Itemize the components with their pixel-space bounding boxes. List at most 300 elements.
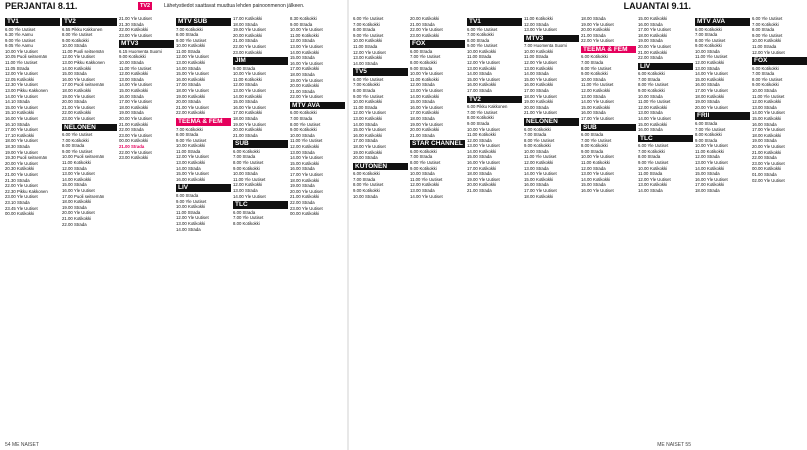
program-entry: 9.00 Yle Uutiset (353, 32, 384, 38)
program-entry: 8.00 Kotikokki (467, 115, 494, 121)
program-entry: 18.00 Kotikokki (62, 88, 92, 94)
program-entry: 11.00 Kotikokki (62, 160, 91, 166)
program-entry: 7.00 Yle Uutiset (581, 137, 612, 143)
program-entry: 22.00 Yle Uutiset (119, 149, 152, 155)
program-entry: 20.00 Kotikokki (581, 27, 611, 33)
program-entry: 9.00 Kotikokki (581, 71, 608, 77)
listing-column (638, 16, 693, 436)
program-entry: 10.00 Strada (353, 193, 378, 199)
program-entry: 19.00 Strada (695, 99, 720, 105)
program-entry: 7.00 Strada (695, 32, 718, 38)
program-entry: 20.00 Yle Uutiset (5, 160, 38, 166)
program-entry: 17.00 Yle Uutiset (695, 88, 728, 94)
program-entry: 14.00 Yle Uutiset (581, 99, 614, 105)
program-entry: 7.00 Strada (524, 132, 547, 138)
program-entry: 8.30 Kotikokki (290, 16, 317, 21)
program-entry: 10.00 Strada (290, 132, 315, 138)
listing-column (119, 16, 174, 436)
channel-heading: MTV3 (119, 40, 174, 48)
program-entry: 11.00 Strada (752, 43, 777, 49)
program-entry: 14.00 Kotikokki (62, 65, 92, 71)
program-entry: 22.00 Yle Uutiset (233, 43, 266, 49)
program-entry: 14.00 Strada (353, 60, 378, 66)
program-entry: 18.00 Yle Uutiset (524, 93, 557, 99)
program-entry: 14.00 Yle Uutiset (5, 93, 38, 99)
program-entry: 13.00 Kotikokki (638, 182, 668, 188)
program-entry: 13.00 Yle Uutiset (467, 143, 500, 149)
program-entry: 16.00 Kotikokki (176, 76, 206, 82)
program-entry: 11.00 Strada (353, 104, 378, 110)
program-entry: 8.00 Strada (62, 143, 85, 149)
program-entry: 9.00 Strada (467, 120, 490, 126)
program-entry: 16.00 Yle Uutiset (62, 76, 95, 82)
program-entry: 20.00 Kotikokki (467, 182, 497, 188)
program-entry: 12.00 Yle Uutiset (62, 54, 95, 60)
program-entry: 8.00 Yle Uutiset (233, 160, 264, 166)
program-entry: 12.00 Yle Uutiset (638, 176, 671, 182)
program-entry: 12.00 Strada (467, 137, 492, 143)
program-entry: 6.00 Yle Uutiset (752, 16, 783, 21)
program-entry: 10.00 Strada (524, 148, 549, 154)
program-entry: 18.00 Strada (290, 71, 315, 77)
program-entry: 6.30 Yle Aamu (5, 32, 33, 38)
program-entry: 20.00 Strada (524, 104, 549, 110)
program-entry: 18.00 Strada (233, 116, 258, 121)
program-entry: 17.00 Strada (176, 82, 201, 88)
program-entry: 20.00 Kotikokki (233, 127, 263, 133)
program-entry: 10.00 Strada (119, 60, 144, 66)
program-entry: 11.00 Yle Uutiset (290, 138, 323, 144)
program-entry: 21.00 Strada (410, 21, 435, 27)
program-entry: 12.00 Yle Uutiset (353, 110, 386, 116)
program-entry: 18.00 Kotikokki (638, 32, 668, 38)
program-entry: 11.00 Strada (524, 54, 549, 60)
program-entry: 16.00 Strada (695, 82, 720, 88)
program-entry: 17.00 Kotikokki (233, 110, 263, 116)
program-entry: 8.00 Strada (752, 27, 775, 33)
program-entry: 16.00 Kotikokki (524, 82, 554, 88)
program-entry: 9.00 Kotikokki (410, 165, 437, 171)
program-entry: 6.55 Pikku Kakkonen (62, 26, 103, 32)
program-entry: 13.00 Yle Uutiset (233, 88, 266, 94)
program-entry: 17.00 Kotikokki (695, 182, 725, 188)
program-entry: 13.00 Pikku Kakkonen (5, 88, 48, 94)
program-entry: 23.00 Kotikokki (410, 32, 440, 38)
program-entry: 14.00 Kotikokki (581, 176, 611, 182)
program-entry: 8.00 Yle Uutiset (695, 37, 726, 43)
channel-heading: MTV AVA (290, 102, 345, 110)
channel-heading: FOX (410, 40, 465, 48)
program-entry: 19.00 Yle Uutiset (467, 176, 500, 182)
program-entry: 18.00 Kotikokki (695, 93, 725, 99)
program-entry: 11.00 Kotikokki (467, 132, 496, 138)
program-entry: 20.00 Kotikokki (233, 32, 263, 38)
program-entry: 8.00 Strada (638, 154, 661, 160)
program-entry: 13.00 Yle Uutiset (410, 88, 443, 94)
program-entry: 7.00 Kotikokki (62, 137, 89, 143)
program-entry: 12.00 Yle Uutiset (752, 49, 785, 55)
program-entry: 10.00 Strada (233, 171, 258, 177)
program-entry: 12.00 Kotikokki (638, 104, 668, 110)
program-entry: 21.30 Strada (119, 21, 144, 27)
program-entry: 12.00 Strada (62, 165, 87, 171)
program-entry: 19.00 Yle Uutiset (410, 121, 443, 127)
program-entry: 10.00 Kotikokki (524, 48, 554, 54)
program-entry: 22.30 Pikku Kakkonen (5, 188, 48, 194)
program-entry: 22.00 Yle Uutiset (290, 94, 323, 100)
program-entry: 7.00 Strada (581, 60, 604, 66)
program-entry: 11.05 Strada (5, 65, 30, 71)
program-entry: 12.00 Yle Uutiset (353, 49, 386, 55)
program-entry: 14.00 Kotikokki (467, 148, 497, 154)
program-entry: 20.00 Kotikokki (290, 83, 320, 89)
program-entry: 11.00 Strada (176, 48, 201, 54)
program-entry: 12.00 Kotikokki (233, 182, 263, 188)
program-entry: 9.00 Kotikokki (119, 54, 146, 60)
header-note: Lähetystiedot saattavat muuttua lehden painoonmenon jälkeen. (164, 3, 305, 9)
program-entry: 11.00 Strada (467, 54, 492, 60)
right-page-footer: ME NAISET 55 (657, 442, 691, 448)
program-entry: 18.00 Strada (233, 21, 258, 27)
program-entry: 11.00 Yle Uutiset (581, 82, 614, 88)
program-entry: 23.00 Yle Uutiset (5, 194, 38, 200)
program-entry: 6.00 Yle Uutiset (353, 76, 384, 82)
program-entry: 9.00 Kotikokki (638, 88, 665, 94)
program-entry: 19.00 Yle Uutiset (581, 21, 614, 27)
program-entry: 6.00 Yle Uutiset (467, 26, 498, 32)
program-entry: 19.00 Strada (638, 38, 663, 44)
program-entry: 9.00 Yle Uutiset (62, 148, 93, 154)
program-entry: 19.00 Kotikokki (524, 99, 554, 105)
program-entry: 10.00 Strada (752, 88, 777, 94)
program-entry: 14.00 Yle Uutiset (233, 193, 266, 199)
program-entry: 9.00 Strada (410, 65, 433, 71)
program-entry: 9.00 Strada (581, 148, 604, 154)
program-entry: 22.00 Kotikokki (62, 110, 92, 116)
channel-heading: TEEMA & FEM (581, 46, 636, 54)
program-entry: 10.00 Strada (62, 43, 87, 49)
program-entry: 22.00 Yle Uutiset (5, 183, 38, 189)
program-entry: 14.00 Yle Uutiset (524, 171, 557, 177)
program-entry: 8.00 Yle Uutiset (752, 76, 783, 82)
program-entry: 23.00 Kotikokki (233, 49, 263, 55)
program-entry: 11.00 Yle Uutiset (410, 176, 443, 182)
program-entry: 13.00 Kotikokki (353, 116, 383, 121)
program-entry: 21.00 Kotikokki (119, 121, 149, 127)
program-entry: 11.00 Yle Uutiset (752, 93, 785, 99)
program-entry: 11.00 Kotikokki (410, 76, 439, 82)
program-entry: 18.00 Yle Uutiset (353, 143, 386, 149)
program-entry: 20.00 Yle Uutiset (62, 210, 95, 216)
program-entry: 17.00 Kotikokki (410, 110, 440, 116)
channel-heading: TV2 (467, 96, 522, 104)
program-entry: 22.00 Strada (119, 127, 144, 133)
program-entry: 21.00 Yle Uutiset (62, 104, 95, 110)
program-entry: 14.00 Kotikokki (233, 93, 263, 99)
program-entry: 20.30 Kotikokki (5, 166, 35, 172)
program-entry: 7.00 Yle Uutiset (233, 215, 264, 221)
channel-heading: MTV AVA (695, 18, 750, 26)
listing-column (290, 16, 345, 436)
program-entry: 16.00 Kotikokki (353, 132, 383, 138)
program-entry: 16.00 Yle Uutiset (290, 60, 323, 66)
program-entry: 16.00 Yle Uutiset (233, 104, 266, 110)
program-entry: 9.00 Strada (233, 65, 256, 71)
program-entry: 11.00 Yle Uutiset (695, 54, 728, 60)
program-entry: 11.00 Yle Uutiset (638, 99, 671, 105)
program-entry: 6.00 Kotikokki (410, 148, 437, 154)
program-entry: 18.00 Kotikokki (752, 132, 782, 138)
program-entry: 13.00 Strada (695, 65, 720, 71)
program-entry: 22.00 Strada (638, 55, 663, 61)
program-entry: 13.00 Kotikokki (353, 55, 383, 61)
program-entry: 14.00 Strada (353, 121, 378, 127)
program-entry: 7.00 Strada (752, 71, 775, 77)
program-entry: 10.00 Strada (638, 93, 663, 99)
program-entry: 21.00 Strada (233, 38, 258, 44)
program-entry: 15.00 Kotikokki (638, 121, 668, 127)
program-entry: 12.30 Yle Uutiset (5, 82, 38, 88)
program-entry: 00.00 Kotikokki (752, 166, 782, 172)
channel-heading: TLC (233, 201, 288, 209)
program-entry: 15.00 Yle Uutiset (353, 127, 386, 133)
program-entry: 15.00 Kotikokki (638, 16, 668, 21)
program-entry: 6.00 Yle Uutiset (638, 143, 669, 149)
program-entry: 15.00 Kotikokki (695, 76, 725, 82)
program-entry: 14.00 Strada (176, 165, 201, 171)
program-entry: 15.00 Yle Uutiset (467, 76, 500, 82)
program-entry: 15.00 Strada (410, 99, 435, 105)
program-entry: 9.00 Kotikokki (695, 43, 722, 49)
program-entry: 8.00 Yle Uutiset (524, 137, 555, 143)
page-gutter (347, 0, 349, 450)
program-entry: 10.00 Kotikokki (638, 165, 668, 171)
program-entry: 16.00 Yle Uutiset (5, 116, 38, 121)
program-entry: 18.00 Strada (410, 116, 435, 121)
program-entry: 23.00 Yle Uutiset (290, 205, 323, 211)
program-entry: 13.00 Strada (410, 188, 435, 194)
listing-column (233, 16, 288, 436)
program-entry: 18.30 Strada (5, 143, 30, 149)
program-entry: 13.00 Strada (233, 188, 258, 194)
program-entry: 17.00 Puoli seitsemän (62, 82, 105, 88)
listing-column (410, 16, 465, 436)
program-entry: 17.00 Yle Uutiset (5, 127, 38, 133)
program-entry: 10.00 Yle Uutiset (233, 71, 266, 77)
program-entry: 12.00 Strada (581, 165, 606, 171)
program-entry: 9.00 Kotikokki (62, 37, 89, 43)
program-entry: 22.00 Strada (290, 199, 315, 205)
program-entry: 11.00 Kotikokki (524, 16, 553, 21)
program-entry: 12.00 Strada (524, 21, 549, 27)
program-entry: 14.00 Kotikokki (62, 176, 92, 182)
program-entry: 15.00 Strada (290, 55, 315, 61)
program-entry: 17.00 Strada (524, 88, 549, 94)
channel-heading: FOX (752, 57, 807, 65)
program-entry: 6.00 Kotikokki (524, 126, 551, 132)
program-entry: 16.00 Yle Uutiset (410, 104, 443, 110)
listing-column (752, 16, 807, 436)
program-entry: 11.00 Puoli seitsemän (62, 48, 104, 54)
program-entry: 17.00 Yle Uutiset (752, 127, 785, 133)
right-page-date: LAUANTAI 9.11. (623, 1, 691, 11)
listing-column (467, 16, 522, 436)
channel-heading: TV5 (353, 68, 408, 76)
program-entry: 8.00 Strada (467, 37, 490, 43)
program-entry: 15.00 Yle Uutiset (176, 171, 209, 177)
program-entry: 16.00 Kotikokki (176, 176, 206, 182)
program-entry: 19.00 Strada (119, 110, 144, 116)
program-entry: 23.10 Strada (5, 199, 30, 205)
program-entry: 18.00 Yle Uutiset (5, 138, 38, 144)
program-entry: 11.00 Strada (176, 209, 201, 215)
program-entry: 15.00 Kotikokki (581, 104, 611, 110)
program-entry: 12.00 Strada (290, 38, 315, 44)
program-entry: 15.00 Strada (467, 154, 492, 160)
program-entry: 8.00 Yle Uutiset (62, 32, 93, 38)
program-entry: 16.00 Strada (752, 121, 777, 127)
program-entry: 12.00 Strada (695, 154, 720, 160)
program-entry: 17.00 Puoli seitsemän (62, 193, 105, 199)
listing-column (581, 16, 636, 436)
program-entry: 16.00 Strada (524, 182, 549, 188)
program-entry: 16.00 Strada (290, 166, 315, 172)
program-entry: 6.00 Kotikokki (581, 54, 608, 60)
program-entry: 14.00 Yle Uutiset (119, 82, 152, 88)
program-entry: 19.00 Yle Uutiset (290, 77, 323, 83)
channel-heading: TLC (638, 135, 693, 143)
program-entry: 6.00 Kotikokki (233, 148, 260, 154)
program-entry: 14.00 Strada (176, 65, 201, 71)
program-entry: 14.00 Strada (176, 226, 201, 232)
program-entry: 6.00 Yle Uutiset (62, 132, 93, 138)
channel-heading: STAR CHANNEL (410, 140, 465, 148)
program-entry: 7.00 Strada (638, 76, 661, 82)
program-entry: 8.00 Strada (176, 32, 199, 38)
program-entry: 11.00 Kotikokki (233, 76, 262, 82)
channel-heading: KUTONEN (353, 163, 408, 171)
program-entry: 22.00 Strada (752, 155, 777, 161)
channel-heading: FRII (695, 112, 750, 120)
program-entry: 15.00 Kotikokki (524, 176, 554, 182)
program-entry: 18.00 Kotikokki (62, 199, 92, 205)
program-entry: 10.00 Yle Uutiset (467, 126, 500, 132)
program-entry: 14.10 Strada (5, 99, 30, 105)
program-entry: 6.00 Kotikokki (353, 171, 380, 177)
program-entry: 14.00 Yle Uutiset (410, 193, 443, 199)
program-entry: 6.00 Kotikokki (695, 26, 722, 32)
program-entry: 20.00 Yle Uutiset (119, 116, 152, 121)
program-entry: 16.00 Yle Uutiset (62, 188, 95, 194)
program-entry: 19.00 Yle Uutiset (5, 149, 38, 155)
program-entry: 14.00 Yle Uutiset (638, 116, 671, 121)
program-entry: 6.00 Pikku Kakkonen (467, 104, 508, 110)
program-entry: 15.00 Strada (233, 99, 258, 105)
program-entry: 12.00 Kotikokki (695, 60, 725, 66)
listing-column (62, 16, 117, 436)
program-entry: 21.00 Kotikokki (638, 49, 668, 55)
program-entry: 21.00 Kotikokki (290, 194, 320, 200)
program-entry: 12.00 Yle Uutiset (176, 54, 209, 60)
program-entry: 8.00 Kotikokki (233, 220, 260, 226)
program-entry: 18.00 Strada (695, 188, 720, 194)
program-entry: 11.00 Strada (353, 43, 378, 49)
program-entry: 13.00 Yle Uutiset (695, 160, 728, 166)
program-entry: 14.00 Yle Uutiset (695, 71, 728, 77)
program-entry: 17.00 Yle Uutiset (290, 171, 323, 177)
program-entry: 14.00 Kotikokki (290, 49, 320, 55)
program-entry: 10.00 Kotikokki (752, 38, 782, 44)
program-entry: 10.00 Kotikokki (467, 48, 497, 54)
channel-heading: TV2 (62, 18, 117, 26)
program-entry: 14.00 Strada (524, 71, 549, 77)
program-entry: 9.00 Yle Uutiset (638, 160, 669, 166)
program-entry: 13.00 Strada (638, 110, 663, 116)
program-entry: 19.00 Yle Uutiset (62, 93, 95, 99)
program-entry: 9.00 Kotikokki (353, 188, 380, 194)
program-entry: 17.00 Kotikokki (233, 16, 263, 21)
program-entry: 12.00 Strada (233, 82, 258, 88)
program-entry: 6.00 Strada (410, 48, 433, 54)
program-entry: 12.00 Kotikokki (524, 160, 554, 166)
program-entry: 17.00 Yle Uutiset (581, 116, 614, 121)
channel-heading: LIV (638, 63, 693, 71)
program-entry: 10.00 Yle Uutiset (5, 48, 38, 54)
program-entry: 21.00 Yle Uutiset (524, 110, 557, 116)
program-entry: 9.00 Yle Uutiset (752, 32, 783, 38)
program-entry: 15.10 Kotikokki (5, 110, 35, 116)
program-entry: 17.00 Kotikokki (290, 66, 320, 72)
program-entry: 18.00 Kotikokki (524, 193, 554, 199)
program-entry: 9.00 Kotikokki (233, 165, 260, 171)
channel-heading: TEEMA & FEM (176, 118, 231, 126)
program-entry: 11.00 Strada (176, 148, 201, 154)
program-entry: 12.00 Yle Uutiset (467, 60, 500, 66)
program-entry: 16.00 Strada (638, 21, 663, 27)
program-entry: 15.00 Strada (62, 182, 87, 188)
program-entry: 7.00 Kotikokki (176, 26, 203, 32)
program-entry: 10.00 Yle Uutiset (410, 71, 443, 77)
program-entry: 10.00 Kotikokki (176, 43, 206, 49)
program-entry: 18.00 Kotikokki (119, 104, 149, 110)
program-entry: 22.00 Kotikokki (119, 27, 149, 33)
channel-heading: TV1 (5, 18, 60, 26)
program-entry: 10.00 Kotikokki (353, 99, 383, 105)
channel-heading: TV1 (467, 18, 522, 26)
program-entry: 8.00 Strada (353, 27, 376, 33)
program-entry: 10.00 Puoli seitsemän (62, 154, 105, 160)
program-entry: 21.00 Yle Uutiset (119, 16, 152, 21)
program-entry: 11.00 Yle Uutiset (119, 65, 152, 71)
program-entry: 21.00 Strada (233, 132, 258, 138)
program-entry: 20.00 Yle Uutiset (638, 43, 671, 49)
channel-heading: JIM (233, 57, 288, 65)
program-entry: 10.00 Yle Uutiset (695, 143, 728, 149)
program-entry: 11.00 Yle Uutiset (524, 154, 557, 160)
program-entry: 12.00 Kotikokki (752, 99, 782, 105)
program-entry: 6.00 Kotikokki (290, 110, 317, 116)
program-entry: 13.00 Strada (524, 165, 549, 171)
program-entry: 8.00 Yle Uutiset (410, 160, 441, 166)
program-entry: 7.00 Strada (410, 154, 433, 160)
program-entry: 17.00 Strada (353, 138, 378, 144)
program-entry: 01.00 Strada (752, 171, 777, 177)
program-entry: 11.00 Yle Uutiset (233, 176, 266, 182)
program-entry: 13.00 Yle Uutiset (524, 27, 557, 33)
program-entry: 23.00 Yle Uutiset (119, 132, 152, 138)
program-entry: 23.00 Yle Uutiset (752, 160, 785, 166)
program-entry: 15.00 Strada (62, 71, 87, 77)
